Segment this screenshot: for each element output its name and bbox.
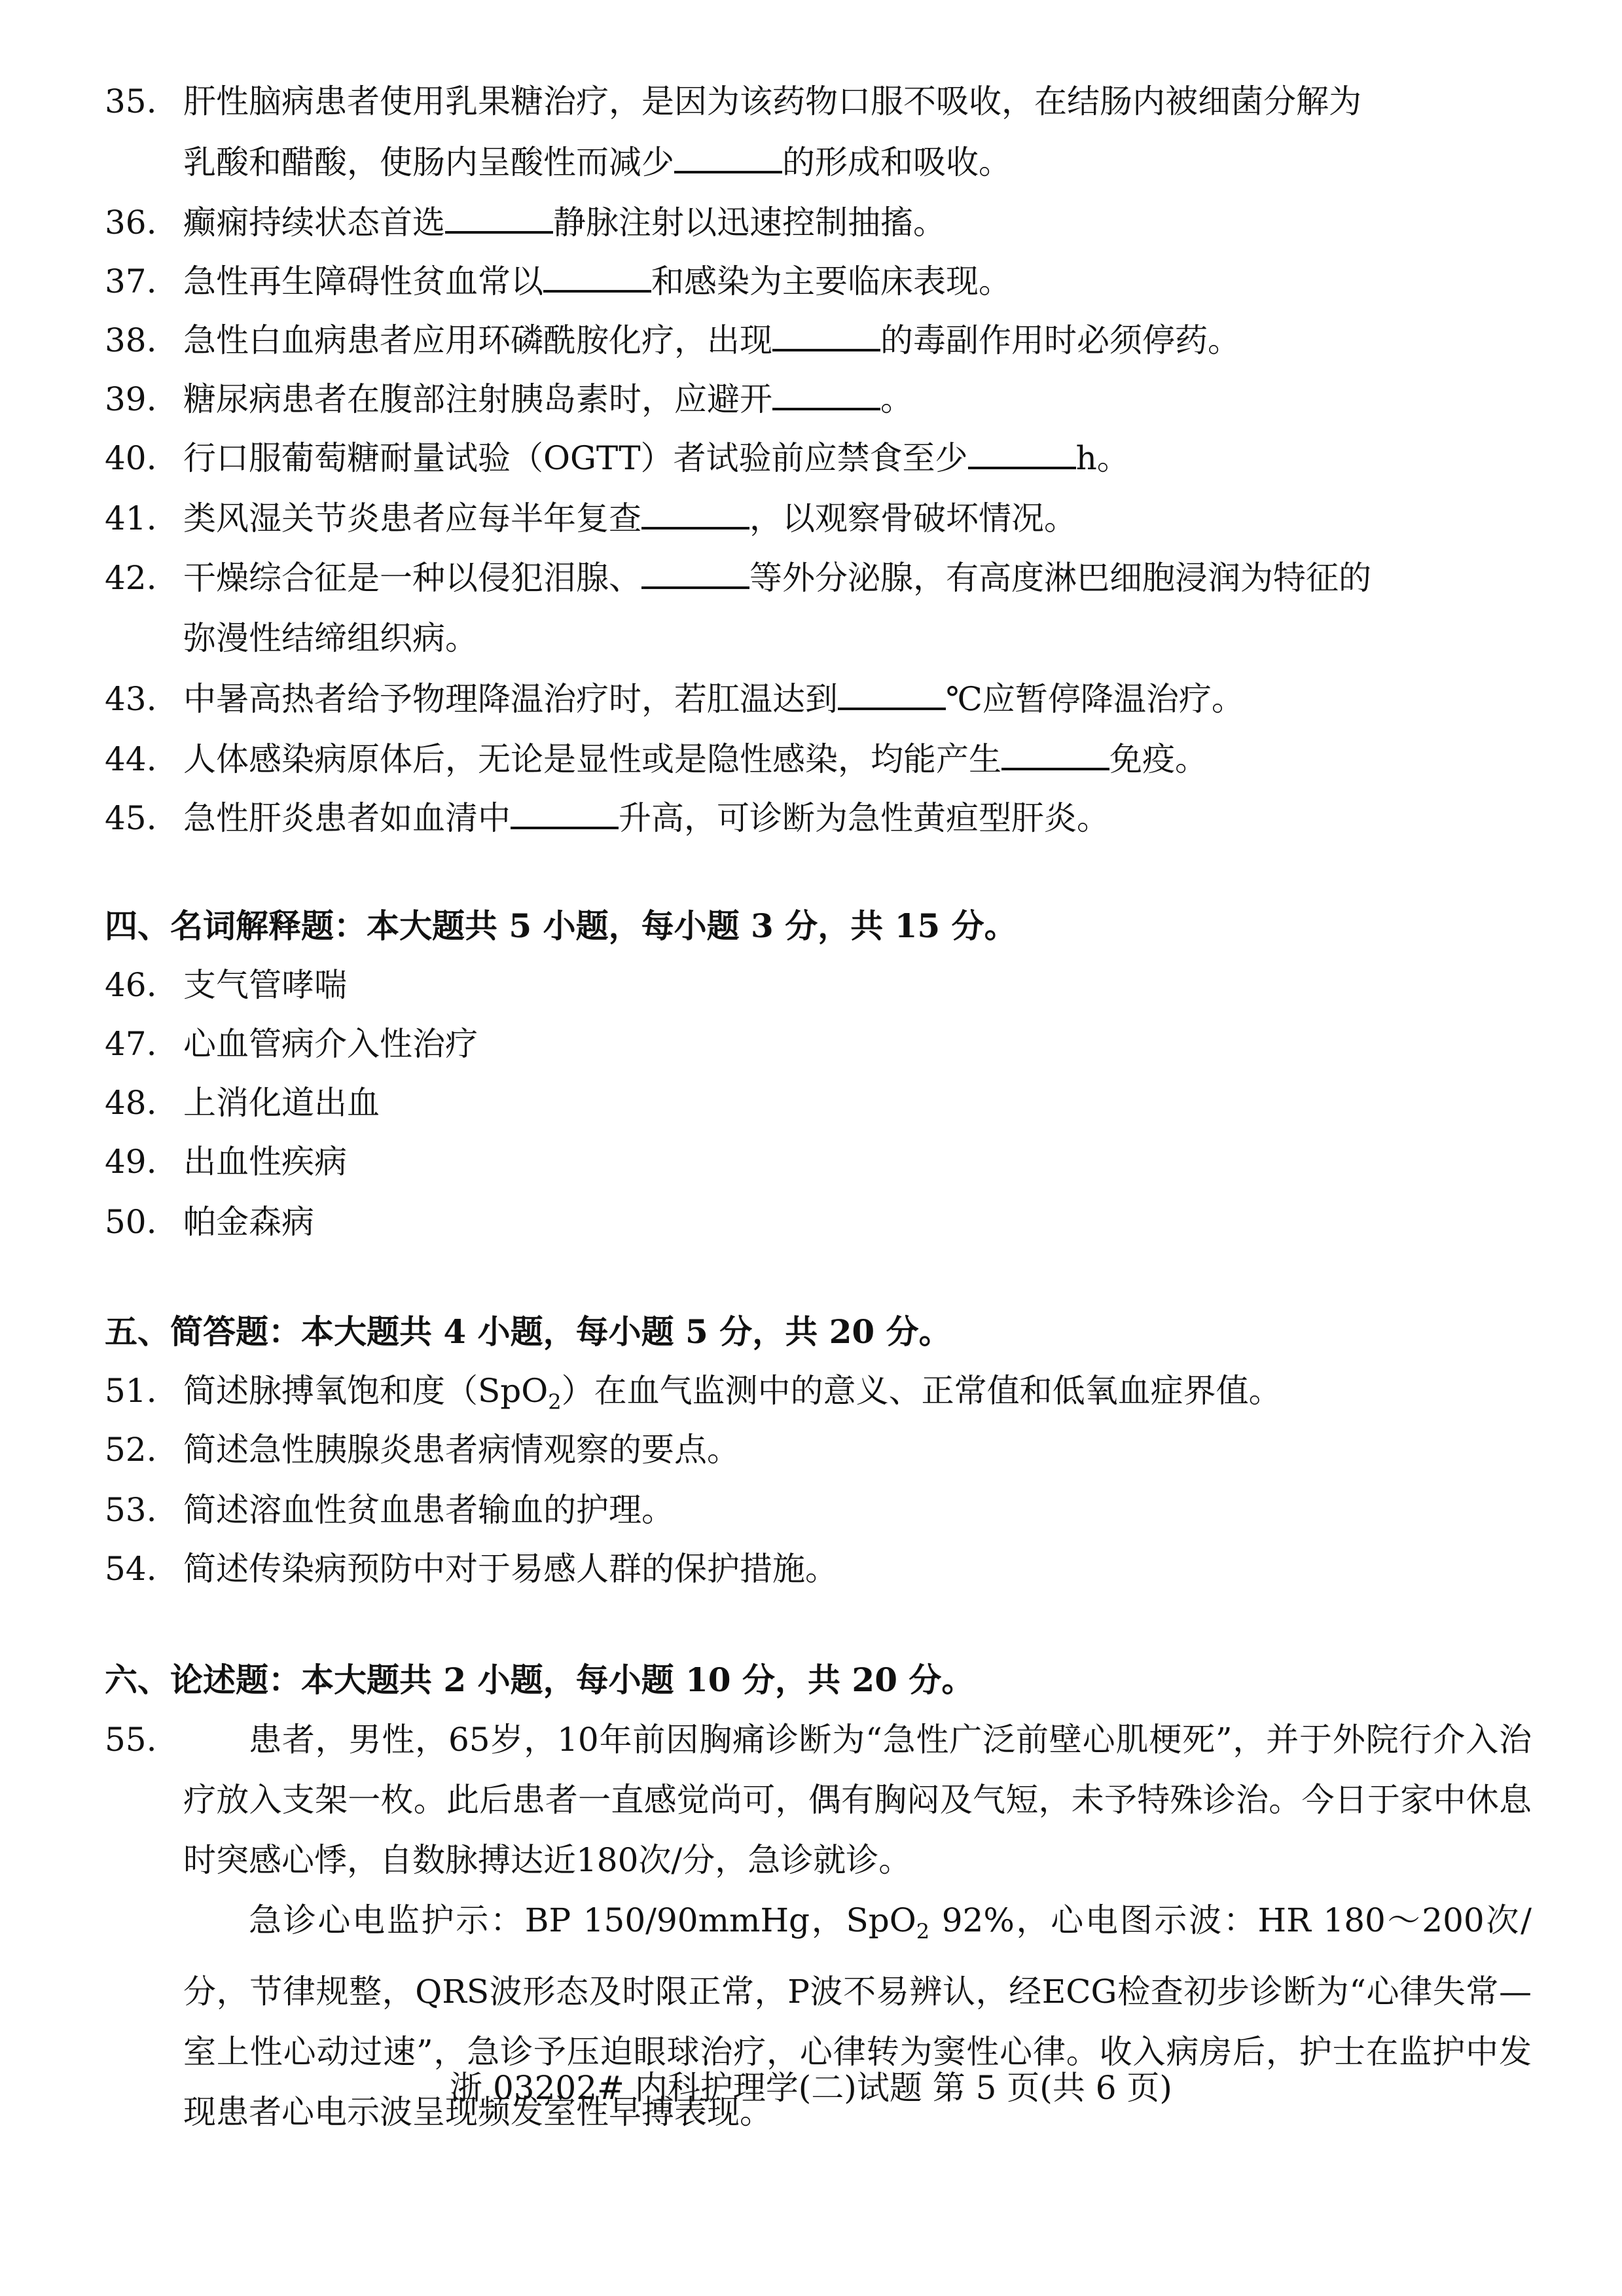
question-55-paragraph-2: 急诊心电监护示：BP 150/90mmHg，SpO$_2$ 92%，心电图示波：HR 180～200次/分，节律规整，QRS波形态及时限正常，P波不易辨认，经ECG检查初步诊断为“心律失常—室上性心动过速”，急诊予压迫眼球治疗，心律转为窦性心律。收入病房后，护士在监护中发现患者心电示波呈现频发室性早搏表现。	[183, 1901, 1532, 2131]
question-55-paragraph-1: 患者，男性，65岁，10年前因胸痛诊断为“急性广泛前壁心肌梗死”，并于外院行介入治疗放入支架一枚。此后患者一直感觉尚可，偶有胸闷及气短，未予特殊诊治。今日于家中休息时突感心悸，自数脉搏达近180次/分，急诊就诊。	[183, 1721, 1532, 1879]
answer-blank	[641, 560, 749, 589]
question-45: 45. 急性肝炎患者如血清中 升高，可诊断为急性黄疸型肝炎。	[105, 799, 1109, 837]
question-52: 52. 简述急性胰腺炎患者病情观察的要点。	[105, 1431, 740, 1469]
answer-blank	[641, 501, 749, 529]
question-35-cont: 乳酸和醋酸，使肠内呈酸性而减少 的形成和吸收。	[183, 143, 1011, 181]
question-44: 44. 人体感染病原体后，无论是显性或是隐性感染，均能产生 免疫。	[105, 740, 1208, 778]
answer-blank	[543, 264, 651, 293]
answer-blank	[445, 205, 553, 234]
answer-blank	[674, 145, 782, 173]
question-42: 42. 干燥综合征是一种以侵犯泪腺、 等外分泌腺，有高度淋巴细胞浸润为特征的	[105, 559, 1371, 597]
section-4-title: 四、名词解释题：本大题共 5 小题，每小题 3 分，共 15 分。	[105, 906, 1017, 945]
question-50: 50. 帕金森病	[105, 1203, 314, 1241]
section-5-title: 五、简答题：本大题共 4 小题，每小题 5 分，共 20 分。	[105, 1312, 952, 1351]
answer-blank	[772, 382, 880, 410]
question-42-cont: 弥漫性结缔组织病。	[183, 619, 478, 657]
answer-blank	[511, 800, 619, 829]
section-6-title: 六、论述题：本大题共 2 小题，每小题 10 分，共 20 分。	[105, 1660, 975, 1699]
question-38: 38. 急性白血病患者应用环磷酰胺化疗，出现 的毒副作用时必须停药。	[105, 321, 1240, 359]
answer-blank	[1001, 742, 1109, 770]
page-footer: 浙 03202# 内科护理学(二)试题 第 5 页(共 6 页)	[450, 2069, 1172, 2107]
question-40: 40. 行口服葡萄糖耐量试验（OGTT）者试验前应禁食至少 h。	[105, 439, 1130, 477]
question-48: 48. 上消化道出血	[105, 1084, 380, 1122]
question-41: 41. 类风湿关节炎患者应每半年复查 ，以观察骨破坏情况。	[105, 499, 1077, 537]
question-39: 39. 糖尿病患者在腹部注射胰岛素时，应避开 。	[105, 380, 913, 418]
question-54: 54. 简述传染病预防中对于易感人群的保护措施。	[105, 1550, 838, 1588]
answer-blank	[968, 440, 1076, 469]
question-47: 47. 心血管病介入性治疗	[105, 1025, 478, 1063]
question-46: 46. 支气管哮喘	[105, 966, 347, 1004]
answer-blank	[772, 323, 880, 351]
question-49: 49. 出血性疾病	[105, 1143, 347, 1181]
question-53: 53. 简述溶血性贫血患者输血的护理。	[105, 1491, 674, 1529]
question-36: 36. 癫痫持续状态首选 静脉注射以迅速控制抽搐。	[105, 204, 946, 242]
question-37: 37. 急性再生障碍性贫血常以 和感染为主要临床表现。	[105, 262, 1011, 300]
question-51: 51. 简述脉搏氧饱和度（SpO$_2$）在血气监测中的意义、正常值和低氧血症界值。	[105, 1372, 1282, 1414]
question-55-number: 55.	[105, 1721, 157, 1759]
answer-blank	[838, 681, 946, 710]
question-35: 35. 肝性脑病患者使用乳果糖治疗，是因为该药物口服不吸收，在结肠内被细菌分解为	[105, 82, 1361, 120]
question-43: 43. 中暑高热者给予物理降温治疗时，若肛温达到 ℃应暂停降温治疗。	[105, 680, 1244, 718]
